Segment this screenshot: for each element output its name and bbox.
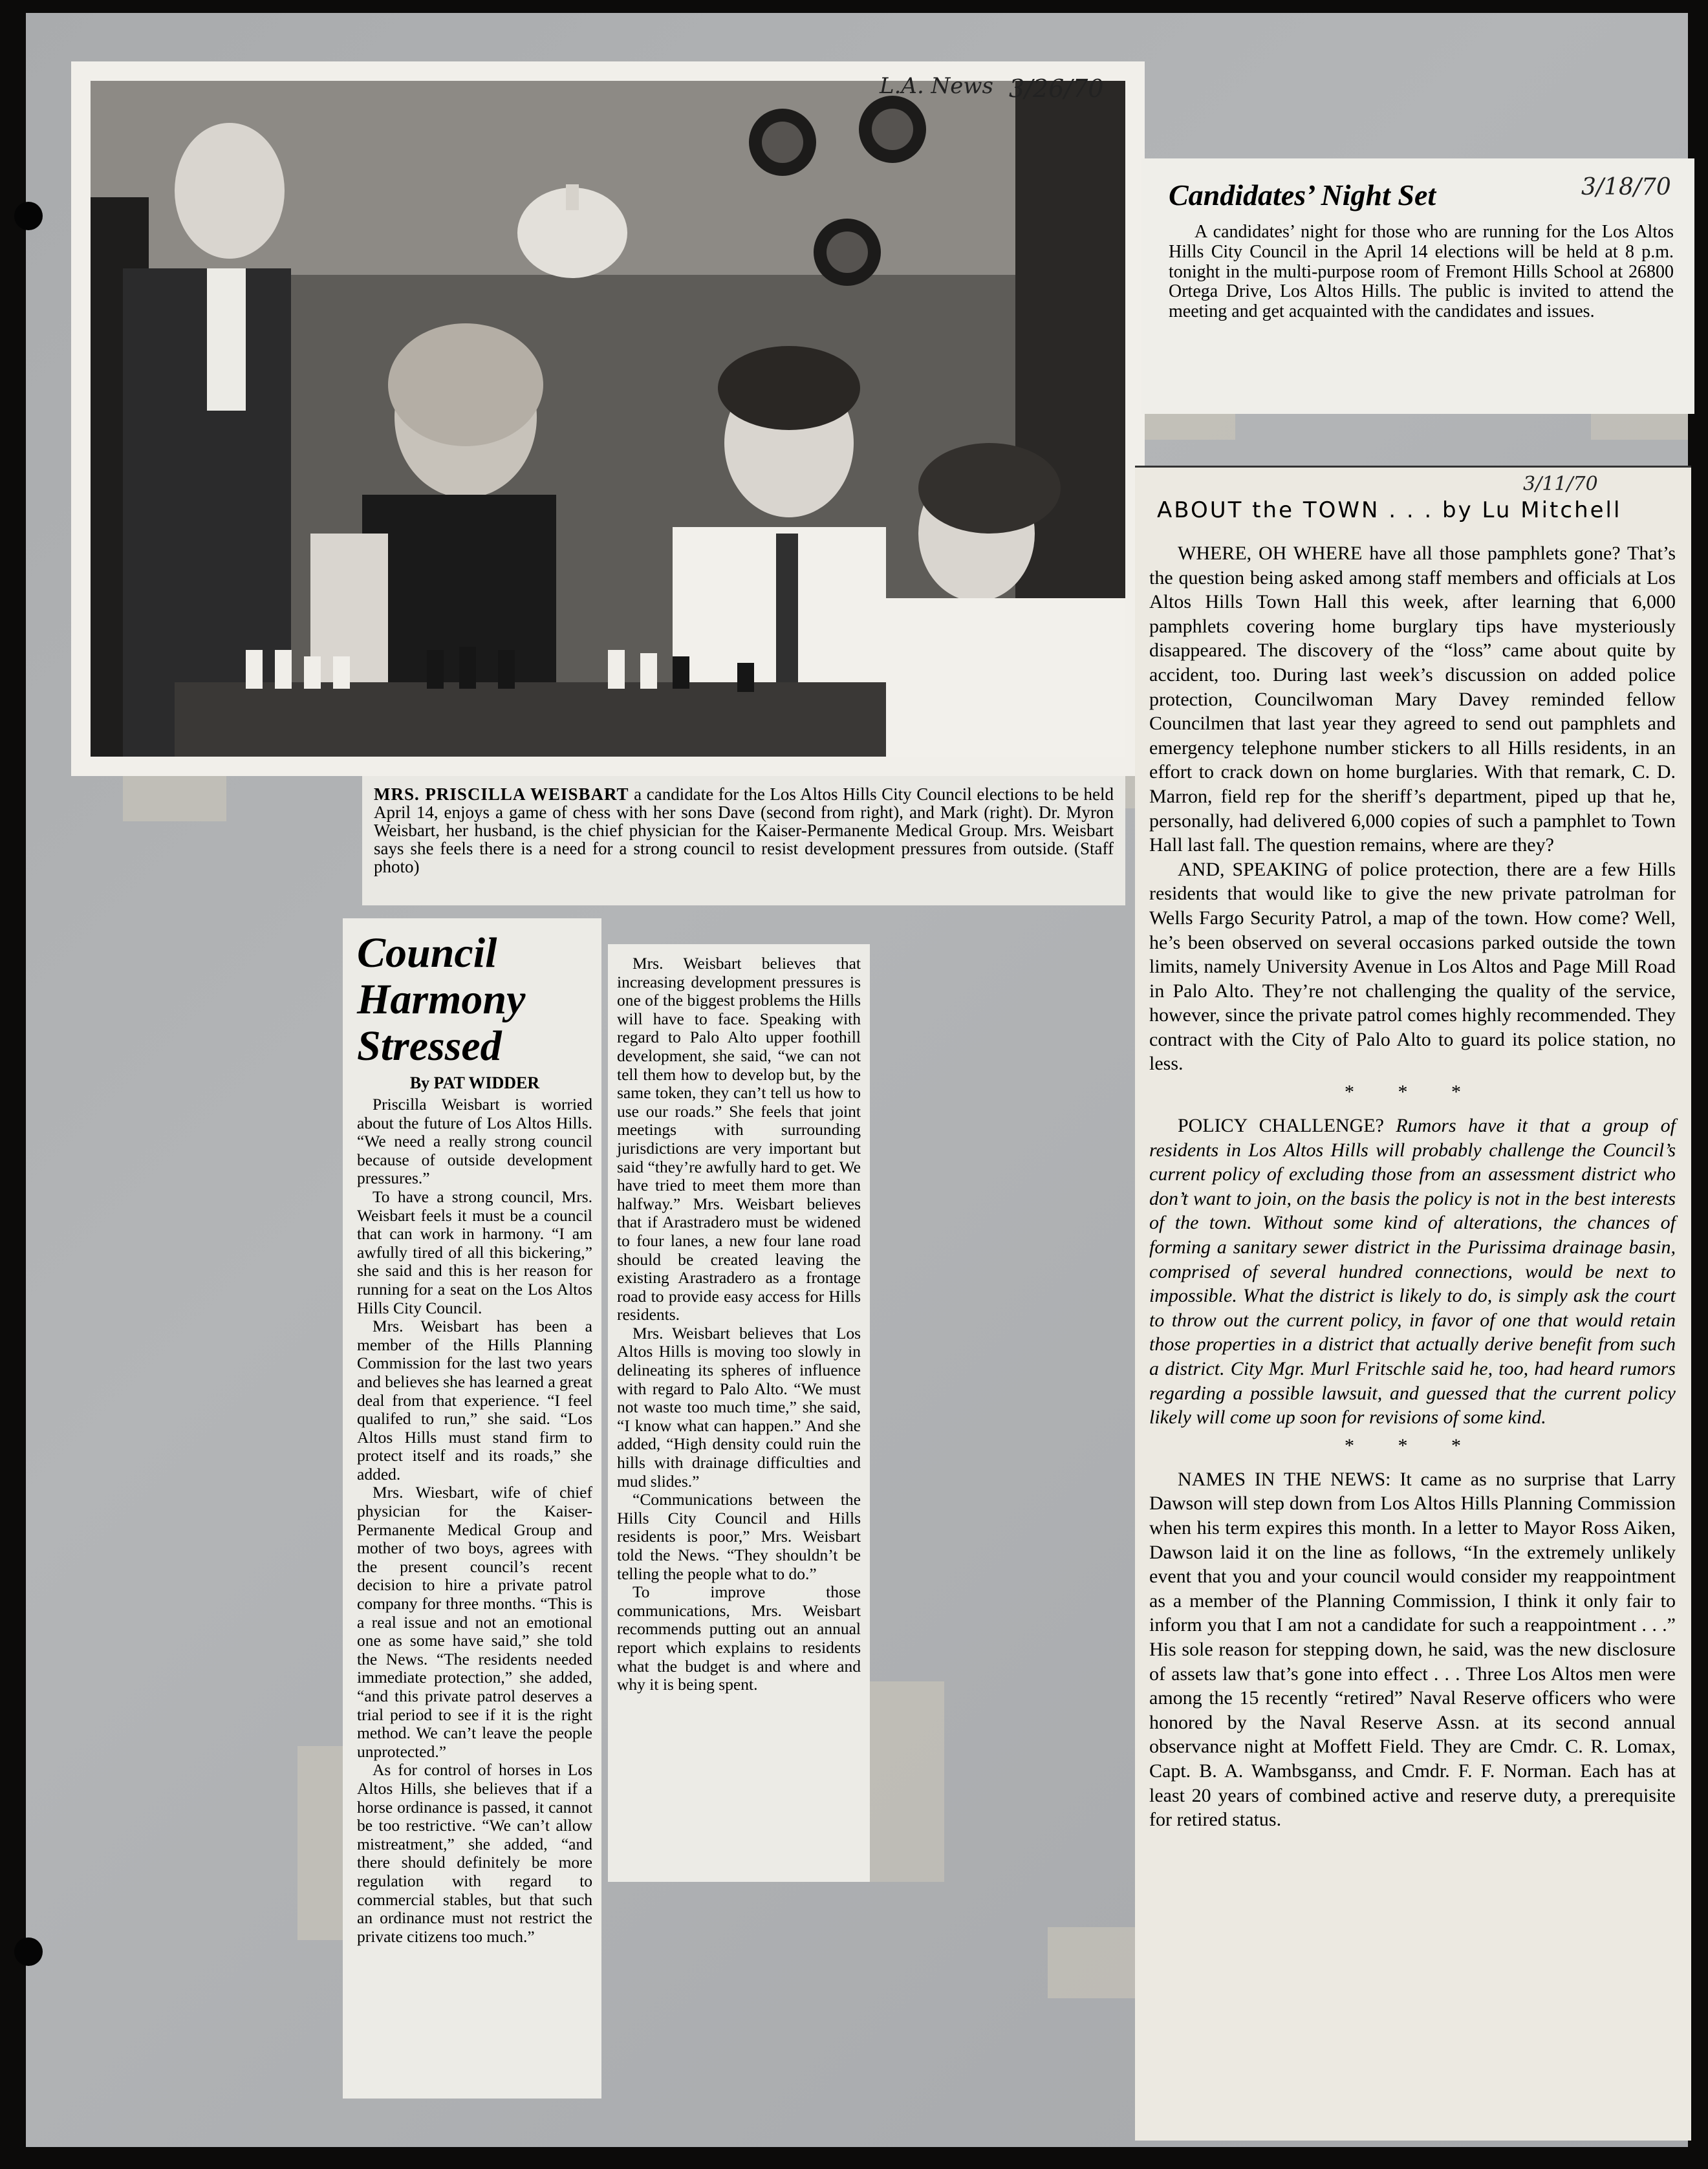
article-paragraph: To improve those communications, Mrs. Weisbart recommends putting out an annual report which explains to residents what the budget is and where and why it is being spent. (617, 1582, 861, 1694)
binder-hole-bottom (14, 1937, 43, 1966)
section-divider: * * * (1345, 1434, 1480, 1456)
article-paragraph: Mrs. Wiesbart, wife of chief physician for the Kaiser-Permanente Medical Group and mother of two boys, agrees with the present council’s recent decision to hire a private patrol company for three months. “This is a real issue and not an emotional one as some have said,” she told the News. “The residents needed immediate protection,” she added, “and this private patrol deserves a trial period to see if it is the right method. We can’t leave the people unprotected.” (357, 1483, 592, 1761)
handwritten-date: 3/18/70 (1581, 174, 1671, 200)
section-divider: * * * (1345, 1081, 1480, 1103)
policy-text: Rumors have it that a group of residents in Los Altos Hills will probably challenge the Council’s current policy of excluding those from an assessment district who don’t want to join, on the basis the policy is not in the best interests of the town. Without some kind of alterations, the chances of forming a sanitary sewer district in the Purissima drainage basin, comprised of several hundred connections, would be next to impossible. What the district is likely to do, is simply ask the court to throw out the current policy, in favor of one that would retain those properties in a district that actually derive benefit from such a district. City Mgr. Murl Fritschle said he, too, had heard rumors regarding a possible lawsuit, and guessed that the current policy likely will come up soon for revisions of some kind. (1149, 1115, 1676, 1429)
council-article-byline: By PAT WIDDER (409, 1074, 540, 1092)
binder-hole-top (14, 202, 43, 230)
policy-lead: POLICY CHALLENGE? (1178, 1115, 1384, 1137)
candidates-night-clipping (1141, 158, 1694, 414)
about-town-paragraph: NAMES IN THE NEWS: It came as no surprise that Larry Dawson will step down from Los Altos Hills Planning Commission when his term expires this month. In a letter to Mayor Ross Aiken, Dawson laid it on the line as follows, “In the extremely unlikely event that you and your council would consider my reappointment as a member of the Planning Commission, I think it only fair to inform you that I am not a candidate for such a reappointment . . .” His sole reason for stepping down, he said, was the new disclosure of assets law that’s gone into effect . . . Three Los Altos men were among the 15 recently “retired” Naval Reserve officers who were honored by the Naval Reserve Assn. at its second annual observance night at Moffett Field. They are Cmdr. C. R. Lomax, Capt. B. A. Wambsganss, and Cmdr. F. F. Norman. Each has at least 20 years of combined active and reserve duty, a prerequisite for retired status. (1149, 1468, 1676, 1831)
article-paragraph: Mrs. Weisbart has been a member of the Hills Planning Commission for the last two years and believes she has learned a great deal from that experience. “I feel qualifed to run,” she said. “Los Altos Hills must stand firm to protect itself and its roads,” she added. (357, 1317, 592, 1484)
about-the-town-column (1135, 466, 1691, 2141)
handwritten-date: 3/26/70 (1009, 74, 1104, 103)
about-town-paragraph: AND, SPEAKING of police protection, there are a few Hills residents that would like to give the new private patrolman for Wells Fargo Security Patrol, a map of the town. How come? Well, he’s been observed on several occasions parked outside the town limits, namely University Avenue in Los Altos and Page Mill Road in Palo Alto. They’re not challenging the quality of the service, however, since the private patrol comes highly recommended. They contract with the City of Palo Alto to guard its police station, no less. (1149, 858, 1676, 1075)
handwritten-date: 3/11/70 (1523, 473, 1598, 495)
article-paragraph: Mrs. Weisbart believes that increasing development pressures is one of the biggest problems the Hills will have to face. Speaking with regard to Palo Alto upper foothill development, she said, “we can not tell them how to develop but, by the same token, they can’t tell us how to use our roads.” She feels that joint meetings with surrounding jurisdictions are very important but said “they’re awfully hard to get. We have tried to meet them more than halfway.” Mrs. Weisbart believes that if Arastradero must be widened to four lanes, a new four lane road should be created leaving the existing Arastradero as a frontage road to provide easy access for Hills residents. (617, 954, 861, 1324)
article-paragraph: “Communications between the Hills City Council and Hills residents is poor,” Mrs. Weisbart told the News. “They shouldn’t be telling the people what to do.” (617, 1490, 861, 1583)
article-paragraph: Mrs. Weisbart believes that Los Altos Hills is moving too slowly in delineating its spheres of influence with regard to Palo Alto. “We must not waste too much time,” she said, “I know what can happen.” And she added, “High density could ruin the hills with drainage difficulties and mud slides.” (617, 1323, 861, 1491)
chess-family-photo (91, 81, 1125, 757)
caption-name: MRS. PRISCILLA WEISBART (374, 784, 629, 804)
news-photo-clipping (71, 61, 1145, 776)
handwritten-source-note: L.A. News (880, 73, 993, 99)
about-town-heading: ABOUT the TOWN . . . by Lu Mitchell (1157, 497, 1622, 523)
photo-caption (362, 776, 1125, 905)
article-paragraph: To have a strong council, Mrs. Weisbart feels it must be a council that can work in harmony. “I am awfully tired of all this bickering,” she said and this is her reason for running for a seat on the Los Altos Hills City Council. (357, 1187, 592, 1317)
council-article-headline: Council Harmony Stressed (357, 929, 526, 1070)
about-town-paragraph (1149, 1114, 1676, 1430)
article-paragraph: As for control of horses in Los Altos Hills, she believes that if a horse ordinance is passed, it cannot be too restrictive. “We can’t allow mistreatment,” she added, “and there should definitely be more regulation with regard to commercial stables, but that such an ordinance must not restrict the private citizens too much.” (357, 1760, 592, 1946)
caption-text: a candidate for the Los Altos Hills City Council elections to be held April 14, enjoys a game of chess with her sons Dave (second from right), and Mark (right). Dr. Myron Weisbart, her husband, is the chief physician for the Kaiser-Permanente Medical Group. Mrs. Weisbart says she feels there is a need for a strong council to resist development pressures from outside. (Staff photo) (374, 784, 1114, 876)
candidates-night-body: A candidates’ night for those who are running for the Los Altos Hills City Council in the April 14 elections will be held at 8 p.m. tonight in the multi-purpose room of Fremont Hills School at 26800 Ortega Drive, Los Altos Hills. The public is invited to attend the meeting and get acquainted with the candidates and issues. (1169, 222, 1674, 322)
candidates-night-headline: Candidates’ Night Set (1169, 178, 1436, 211)
scrapbook-page (26, 13, 1688, 2147)
council-article-column-2 (608, 944, 870, 1882)
council-article-column-1 (343, 918, 601, 2099)
about-town-paragraph: WHERE, OH WHERE have all those pamphlets gone? That’s the question being asked among staff members and officials at Los Altos Hills Town Hall this week, after learning that 6,000 pamphlets covering home burglary tips have mysteriously disappeared. The discovery of the “loss” came about quite by accident, too. During last week’s discussion on added police protection, Councilwoman Mary Davey reminded fellow Councilmen that last year they agreed to send out pamphlets and emergency telephone number stickers to all Hills residents, in an effort to crack down on home burglaries. With that remark, C. D. Marron, field rep for the sheriff’s department, piped up that he, personally, had delivered 6,000 copies of such a pamphlet to Town Hall last fall. The question remains, where are they? (1149, 543, 1676, 856)
article-paragraph: Priscilla Weisbart is worried about the future of Los Altos Hills. “We need a really strong council because of outside development pressures.” (357, 1095, 592, 1188)
tape-strip (860, 1681, 944, 1882)
